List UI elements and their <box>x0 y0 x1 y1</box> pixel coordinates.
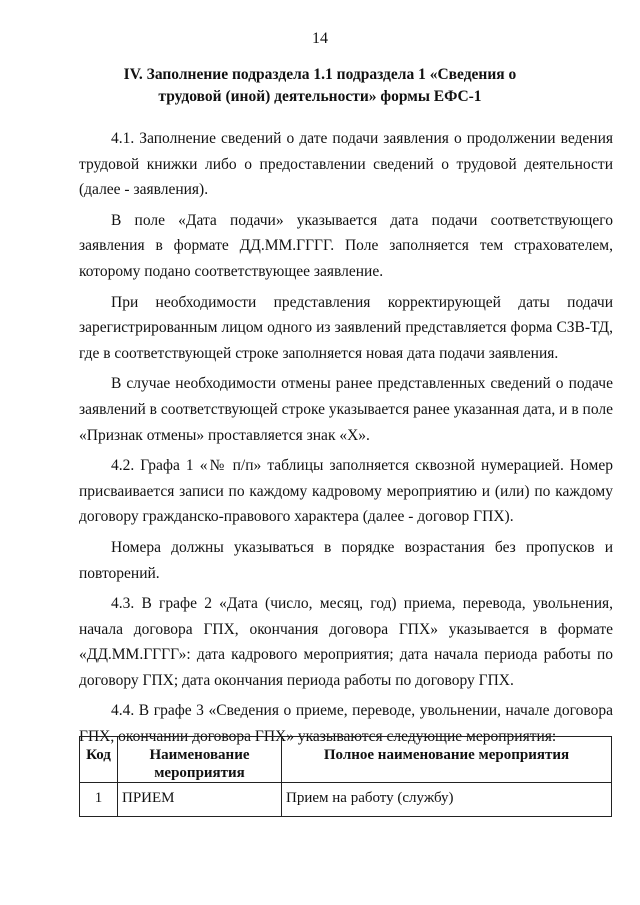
cell-full-name: Прием на работу (службу) <box>282 783 612 817</box>
page-number: 14 <box>312 30 328 47</box>
header-code: Код <box>80 737 118 783</box>
paragraph: 4.3. В графе 2 «Дата (число, месяц, год) приема, перевода, увольнения, начала договора ГПХ, окончания договора ГПХ» указывается в формате «ДД.ММ.ГГГГ»: дата кадрового мероприятия; дата начала периода работы по договору ГПХ; дата окончания периода работы по договору ГПХ. <box>79 595 613 689</box>
paragraph: Номера должны указываться в порядке возрастания без пропусков и повторений. <box>79 538 613 582</box>
header-name: Наименование мероприятия <box>118 737 282 783</box>
table-header-row <box>80 737 612 783</box>
table-row <box>80 783 612 817</box>
cell-code: 1 <box>80 783 118 817</box>
header-full-name: Полное наименование мероприятия <box>282 737 612 783</box>
events-table <box>79 736 612 817</box>
paragraph: 4.1. Заполнение сведений о дате подачи заявления о продолжении ведения трудовой книжки либо о предоставлении сведений о трудовой деятельности (далее - заявления). <box>79 130 613 199</box>
paragraph: При необходимости представления корректирующей даты подачи зарегистрированным лицом одного из заявлений представляется форма СЗВ-ТД, где в соответствующей строке заполняется новая дата подачи заявления. <box>79 293 613 362</box>
paragraph: В поле «Дата подачи» указывается дата подачи соответствующего заявления в формате ДД.ММ.ГГГГ. Поле заполняется тем страхователем, которому подано соответствующее заявление. <box>79 211 613 280</box>
body-text <box>79 126 613 755</box>
paragraph: В случае необходимости отмены ранее представленных сведений о подаче заявлений в соответствующей строке указывается ранее указанная дата, и в поле «Признак отмены» проставляется знак «Х». <box>79 375 613 444</box>
section-title: IV. Заполнение подраздела 1.1 подраздела 1 «Сведения о трудовой (иной) деятельности» формы ЕФС-1 <box>123 66 517 105</box>
cell-name: ПРИЕМ <box>118 783 282 817</box>
paragraph: 4.2. Графа 1 «№ п/п» таблицы заполняется сквозной нумерацией. Номер присваивается записи по каждому кадровому мероприятию и (или) по каждому договору гражданско-правового характера (далее - договор ГПХ). <box>79 457 613 526</box>
paragraph: 4.4. В графе 3 «Сведения о приеме, переводе, увольнении, начале договора ГПХ, окончании договора ГПХ» указываются следующие мероприятия: <box>79 702 613 746</box>
